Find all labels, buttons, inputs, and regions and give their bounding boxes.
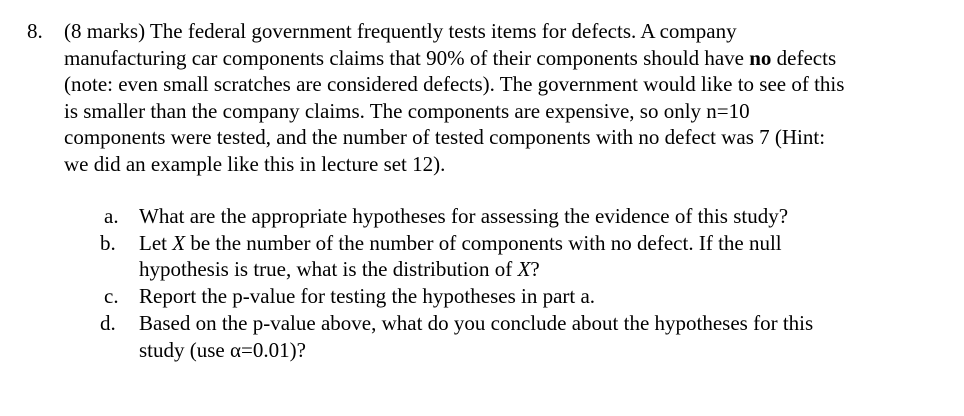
- stem-line-6: [64, 151, 954, 178]
- sub-question-d-line-2: study (use α=0.01)?: [139, 337, 306, 362]
- sub-question-text-a: [139, 203, 950, 230]
- sub-question-b: [100, 230, 950, 283]
- sub-question-c: [100, 283, 950, 310]
- stem-line-2-tail: defects: [771, 45, 837, 70]
- sub-question-b-line-2-end: ?: [530, 257, 540, 282]
- sub-question-text-b: [139, 230, 950, 283]
- sub-question-label-b: b.: [100, 230, 116, 255]
- sub-question-label-a: a.: [104, 204, 119, 228]
- sub-question-a-line-1: What are the appropriate hypotheses for assessing the evidence of this study?: [139, 204, 789, 228]
- sub-question-b-line-1: [139, 230, 950, 257]
- question-number: 8.: [27, 19, 43, 43]
- variable-x: X: [172, 230, 186, 255]
- sub-question-list: [100, 203, 950, 363]
- stem-line-1-text: (8 marks) The federal government frequently tests items for defects. A company: [64, 19, 737, 43]
- stem-line-5: [64, 124, 954, 151]
- question-stem: [64, 18, 954, 177]
- sub-question-c-line-1: Report the p-value for testing the hypotheses in part a.: [139, 284, 596, 309]
- stem-line-2-text: manufacturing car components claims that 90% of their components should have: [64, 45, 750, 70]
- sub-question-b-line-2: [139, 256, 950, 283]
- stem-line-4: [64, 98, 954, 125]
- stem-line-3-text: (note: even small scratches are considered defects). The government would like to see of this: [64, 72, 845, 96]
- sub-question-label-c: c.: [104, 284, 119, 309]
- sub-question-d-line-1: Based on the p-value above, what do you conclude about the hypotheses for this: [139, 310, 814, 335]
- sub-question-a: [100, 203, 950, 230]
- sub-question-b-line-2-start: hypothesis is true, what is the distribution of: [139, 257, 518, 282]
- sub-question-b-line-1-start: Let: [139, 230, 173, 255]
- stem-line-3: [64, 71, 954, 98]
- sub-question-b-line-1-end: be the number of the number of components with no defect. If the null: [185, 230, 782, 255]
- stem-line-2: [64, 45, 954, 72]
- emphasis-no: no: [749, 45, 772, 70]
- stem-line-6-text: we did an example like this in lecture set 12).: [64, 151, 446, 176]
- stem-line-5-text: components were tested, and the number of tested components with no defect was 7 (Hint:: [64, 125, 826, 149]
- sub-question-text-d: [139, 310, 950, 363]
- sub-question-d: [100, 310, 950, 363]
- stem-line-4-text: is smaller than the company claims. The components are expensive, so only n=10: [64, 98, 750, 123]
- sub-question-label-d: d.: [100, 310, 116, 335]
- sub-question-text-c: [139, 283, 950, 310]
- variable-x: X: [517, 257, 531, 282]
- stem-line-1: [64, 18, 954, 45]
